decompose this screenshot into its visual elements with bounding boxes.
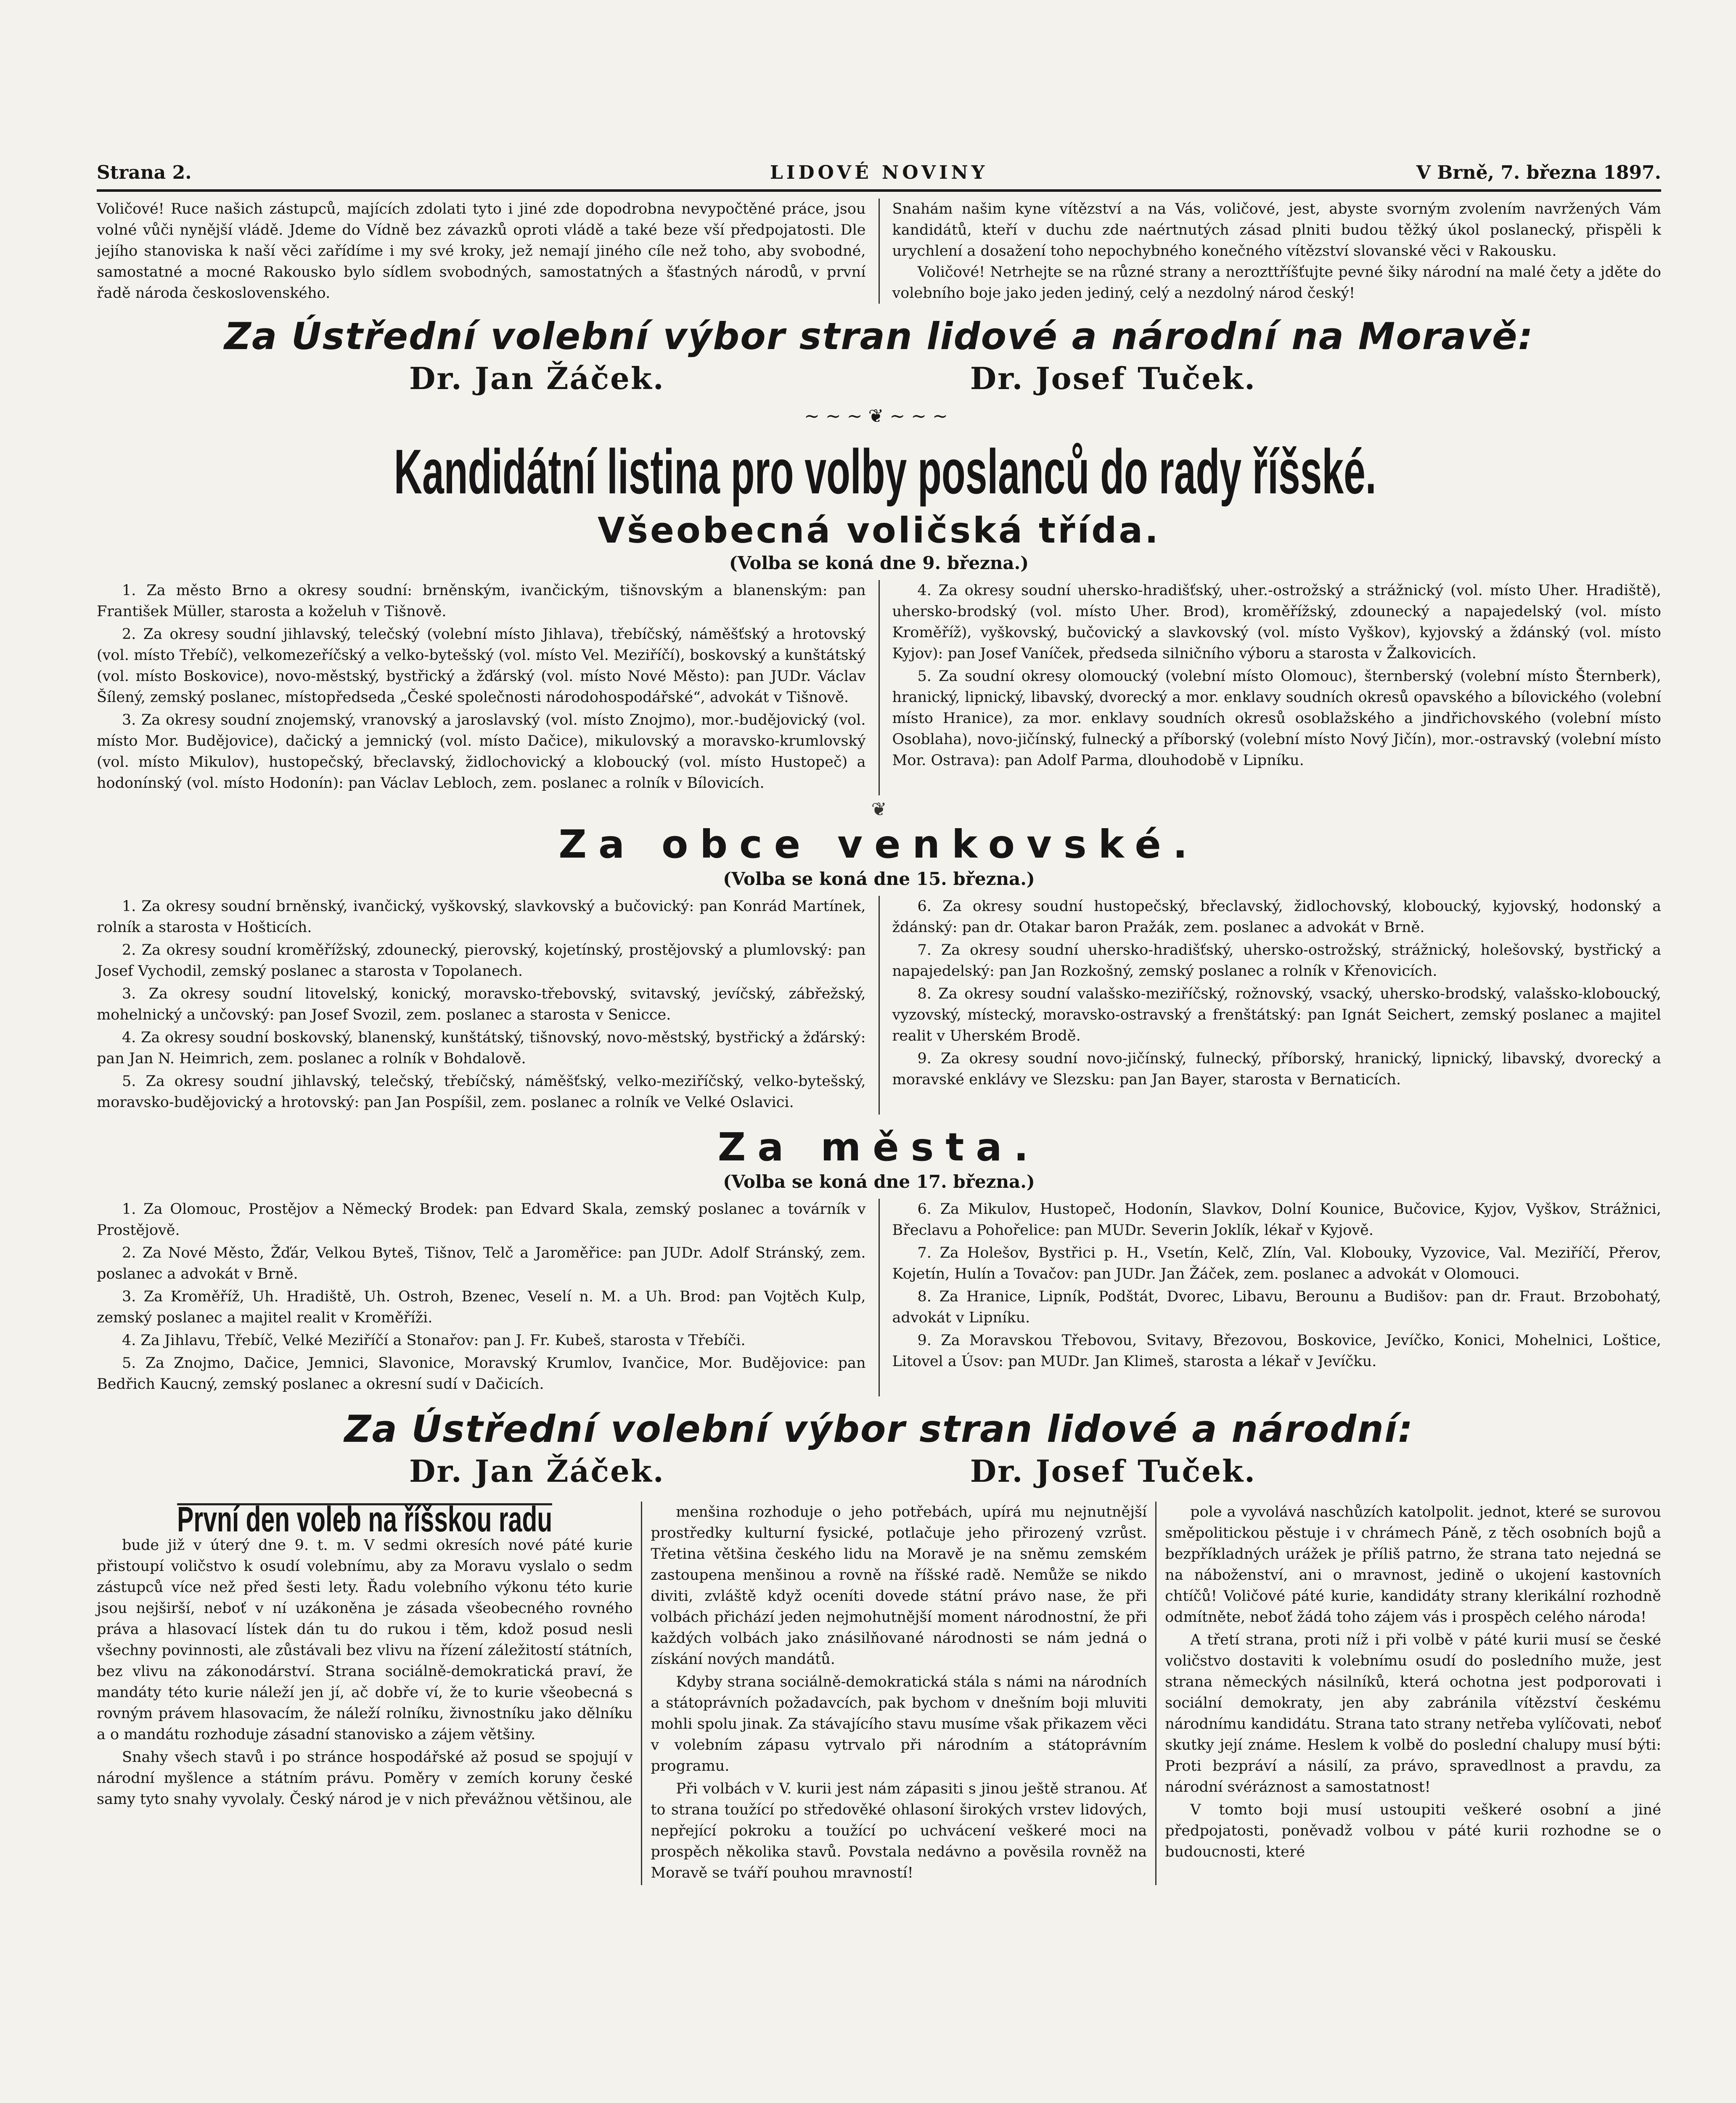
issue-date: V Brně, 7. března 1897. — [1416, 162, 1661, 183]
candidate-entry: 4. Za Jihlavu, Třebíč, Velké Meziříčí a Stonařov: pan J. Fr. Kubeš, starosta v Třebíči. — [122, 1332, 746, 1349]
committee-signature-1 — [97, 315, 1661, 396]
article-paragraph: Kdyby strana sociálně-demokratická stála s námi na národních a státoprávních požadavcích, pak bychom v dnešním boji mluviti mohli spolu jinak. Za stávajícího stavu musíme však přikazem věci v volebním zápasu vytrvalo při národním a státoprávním programu. — [651, 1674, 1147, 1775]
page-number: Strana 2. — [97, 162, 192, 183]
article-paragraph: pole a vyvolává naschůzích katolpolit. jednot, které se surovou směpolitickou pěstuje i v chrámech Páně, z těch osobních bojů a bezpříkladných urážek je příliš patrno, že strana tato nejedná se na náboženství, ani o mravnost, jedině o ukojení kastovních chtíčů! Voličové páté kurie, kandidáty strany klerikální rozhodně odmítněte, neboť žádá toho zájem vás i prospěch celého národa! — [1165, 1504, 1662, 1626]
candidate-entry: 6. Za Mikulov, Hustopeč, Hodonín, Slavkov, Dolní Kounice, Bučovice, Kyjov, Vyškov, Strážnici, Břeclavu a Pohořelice: pan MUDr. Severin Joklík, lékař v Kyjově. — [892, 1201, 1661, 1239]
rural-left-column — [97, 896, 880, 1115]
signatory-name: Dr. Jan Žáček. — [409, 1453, 665, 1489]
towns-section — [97, 1199, 1661, 1396]
signatory-name: Dr. Josef Tuček. — [970, 360, 1257, 396]
candidate-entry: 1. Za okresy soudní brněnský, ivančický, vyškovský, slavkovský a bučovický: pan Konrád Martínek, rolník a starosta v Hošticích. — [97, 898, 866, 936]
signatories — [97, 360, 1661, 396]
candidate-entry: 3. Za okresy soudní litovelský, konický, moravsko-třebovský, svitavský, jevíčský, zábřežský, mohelnický a unčovský: pan Josef Svozil, zem. poslanec a starosta v Senicce. — [97, 985, 866, 1023]
signatory-name: Dr. Jan Žáček. — [409, 360, 665, 396]
article-paragraph: A třetí strana, proti níž i při volbě v páté kurii musí se české voličstvo dostaviti k volebnímu osudí do posledního muže, jest strana německých násilníků, která ochotna jest podporovati i sociální demokraty, jen aby zabránila vítězství českému národnímu kandidátu. Strana tato strany netřeba vylíčovati, neboť skutky její známe. Heslem k volbě do poslední chalupy musí býti: Proti bezpráví a násilí, za právo, spravedlnost a pravdu, za národní svéráznost a samostatnost! — [1165, 1632, 1662, 1796]
committee-title: Za Ústřední volební výbor stran lidové a národní na Moravě: — [224, 315, 1534, 358]
candidate-entry: 1. Za Olomouc, Prostějov a Německý Brodek: pan Edvard Skala, zemský poslanec a továrník v Prostějově. — [97, 1201, 866, 1239]
article-headline: První den voleb na říšskou radu — [177, 1499, 553, 1539]
article-column-3 — [1155, 1502, 1661, 1885]
towns-left-column — [97, 1199, 880, 1396]
candidate-entry: 1. Za město Brno a okresy soudní: brněnským, ivančickým, tišnovským a blanenským: pan František Müller, starosta a koželuh v Tišnově. — [97, 582, 866, 620]
general-section — [97, 580, 1661, 795]
section-title-general: Všeobecná voličská třída. — [597, 510, 1161, 551]
newspaper-title: LIDOVÉ NOVINY — [770, 162, 988, 183]
article-section — [97, 1499, 1662, 1885]
candidate-entry: 9. Za okresy soudní novo-jičínský, fulnecký, příborský, hranický, lipnický, libavský, dvorecký a moravské enklávy ve Slezsku: pan Jan Bayer, starosta v Bernaticích. — [892, 1050, 1661, 1088]
candidate-entry: 4. Za okresy soudní boskovský, blanenský, kunštátský, tišnovský, novo-městský, bystřický a žďárský: pan Jan N. Heimrich, zem. poslanec a rolník v Bohdalově. — [97, 1029, 866, 1067]
candidate-entry: 8. Za Hranice, Lipník, Podštát, Dvorec, Libavu, Berounu a Budišov: pan dr. Fraut. Brzobohatý, advokát v Lipníku. — [892, 1288, 1661, 1326]
page-header — [97, 160, 1661, 192]
candidate-entry: 2. Za okresy soudní kroměřížský, zdounecký, pierovský, kojetínský, prostějovský a plumlovský: pan Josef Vychodil, zemský poslanec a starosta v Topolanech. — [97, 942, 866, 980]
candidate-entry: 7. Za okresy soudní uhersko-hradišťský, uhersko-ostrožský, strážnický, holešovský, bystřický a napajedelský: pan Jan Rozkošný, zemský poslanec a rolník v Křenovicích. — [892, 942, 1661, 980]
committee-signature-2 — [97, 1407, 1661, 1489]
candidate-entry: 4. Za okresy soudní uhersko-hradišťský, uher.-ostrožský a strážnický (vol. místo Uher. Hradiště), uhersko-brodský (vol. místo Uher. Brod), kroměřížský, zdounecký a napajedelský (vol. místo Kroměříž), vyškovský, bučovický a slavkovský (vol. místo Vyškov), kyjovský a ždánský (vol. místo Kyjov): pan Josef Vaníček, předseda silničního výboru a starosta v Žalkovicích. — [892, 582, 1661, 662]
article-paragraph: bude již v úterý dne 9. t. m. V sedmi okresích nové páté kurie přistoupí voličstvo k osudí volebnímu, aby za Moravu vyslalo o sedm zástupců více než před šesti lety. Řadu volebního výkonu této kurie jsou nejširší, neboť v ní uzákoněna je zásada všeobecného rovného práva a hlasovací lístek dán tu do rukou i těm, kdož posud nesli všechny povinnosti, ale zůstávali bez vlivu na řízení záležitostí státních, bez vlivu na zákonodárství. Strana sociálně-demokratická praví, že mandáty této kurie náleží jen jí, ač dobře ví, že to kurie všeobecná s rovným právem hlasovacím, že náleží rolníku, živnostníku jako dělníku a o mandátu rozhoduje zásadní stanovisko a zájem většiny. — [97, 1537, 633, 1743]
candidate-entry: 2. Za Nové Město, Žďár, Velkou Byteš, Tišnov, Telč a Jaroměřice: pan JUDr. Adolf Stránský, zem. poslanec a advokát v Brně. — [97, 1245, 866, 1282]
committee-title: Za Ústřední volební výbor stran lidové a národní: — [344, 1407, 1414, 1451]
intro-paragraph: Voličové! Netrhejte se na různé strany a nerozttříšťujte pevné šiky národní na malé čety a jděte do volebního boje jako jeden jediný, celý a nezdolný národ český! — [892, 264, 1661, 302]
general-left-column — [97, 580, 880, 795]
signatories — [97, 1453, 1661, 1489]
towns-right-column — [880, 1199, 1662, 1396]
main-headline: Kandidátní listina pro volby poslanců do rady říšské. — [394, 436, 1376, 507]
article-paragraph: V tomto boji musí ustoupiti veškeré osobní a jiné předpojatosti, poněvadž volbou v páté kurii rozhodne se o budoucnosti, které — [1165, 1801, 1662, 1860]
candidate-entry: 5. Za okresy soudní jihlavský, telečský, třebíčský, náměšťský, velko-meziříčský, velko-bytešský, moravsko-budějovický a hrotovský: pan Jan Pospíšil, zem. poslanec a rolník ve Velké Oslavici. — [97, 1073, 866, 1111]
intro-left-column — [97, 199, 880, 304]
intro-paragraph: Voličové! Ruce našich zástupců, majících zdolati tyto i jiné zde dopodrobna nevypočtěné práce, jsou volné vůči nynější vládě. Jdeme do Vídně bez závazků oproti vládě a také beze vší předpojatosti. Dle jejího stanoviska k naší věci zařídíme i my své kroky, jež nemají jiného cíle než toho, aby svobodné, samostatné a mocné Rakousko bylo sídlem svobodných, samostatných a šťastných národů, v první řadě národa československého. — [97, 201, 866, 302]
newspaper-page — [97, 160, 1661, 1885]
intro-right-column — [880, 199, 1662, 304]
section-title-towns: Za města. — [717, 1125, 1040, 1170]
candidate-entry: 5. Za soudní okresy olomoucký (volební místo Olomouc), šternberský (volební místo Šternberk), hranický, lipnický, libavský, dvorecký a mor. enklavy soudních okresů opavského a bílovického (volební místo Hranice), za mor. enklavy soudních okresů osoblažského a jindřichovského (volební místo Osoblaha), novo-jičínský, fulnecký a příborský (volební místo Nový Jičín), mor.-ostravský (volební místo Mor. Ostrava): pan Adolf Parma, dlouhodobě v Lipníku. — [892, 668, 1661, 769]
intro-paragraph: Snahám našim kyne vítězství a na Vás, voličové, jest, abyste svorným zvolením navržených Vám kandidátů, kteří v duchu zde naértnutých zásad plniti budou těžký úkol poslanecký, přispěli k urychlení a dosažení toho nepochybného konečného vítězství slovanské věci v Rakousku. — [892, 201, 1661, 260]
candidate-entry: 5. Za Znojmo, Dačice, Jemnici, Slavonice, Moravský Krumlov, Ivančice, Mor. Budějovice: pan Bedřich Kaucný, zemský poslanec a okresní sudí v Dačicích. — [97, 1355, 866, 1393]
intro-section — [97, 199, 1661, 304]
general-right-column — [880, 580, 1662, 795]
section-note-towns: (Volba se koná dne 17. března.) — [723, 1171, 1035, 1192]
candidate-entry: 3. Za okresy soudní znojemský, vranovský a jaroslavský (vol. místo Znojmo), mor.-budějovický (vol. místo Mor. Budějovice), dačický a jemnický (vol. místo Dačice), mikulovský a moravsko-krumlovský (vol. místo Mikulov), hustopečský, břeclavský, židlochovický a kloboucký (vol. místo Hustopeč) a hodonínský (vol. místo Hodonín): pan Václav Lebloch, zem. poslanec a rolník v Bílovicích. — [97, 712, 866, 792]
signatory-name: Dr. Josef Tuček. — [970, 1453, 1257, 1489]
candidate-entry: 6. Za okresy soudní hustopečský, břeclavský, židlochovský, kloboucký, kyjovský, hodonský a ždánský: pan dr. Otakar baron Pražák, zem. poslanec a advokát v Brně. — [892, 898, 1661, 936]
article-paragraph: Snahy všech stavů i po stránce hospodářské až posud se spojují v národní myšlence a státním právu. Poměry v zemích koruny české samy tyto snahy vyvolaly. Český národ je v nich převážnou většinou, ale — [97, 1749, 633, 1808]
section-note-general: (Volba se koná dne 9. března.) — [729, 553, 1029, 573]
candidate-entry: 9. Za Moravskou Třebovou, Svitavy, Březovou, Boskovice, Jevíčko, Konici, Mohelnici, Loštice, Litovel a Úsov: pan MUDr. Jan Klimeš, starosta a lékař v Jevíčku. — [892, 1332, 1661, 1370]
article-paragraph: menšina rozhoduje o jeho potřebách, upírá mu nejnutnější prostředky kulturní fysické, potlačuje jeho přirozený vzrůst. Třetina většina českého lidu na Moravě je na sněmu zemském zastoupena menšinou a rovně na říšské radě. Nemůže se nikdo diviti, zvláště když oceníti dovede státní právo nase, že při volbách přichází jeden nejmohutnější moment národnostní, že při každých volbách jako znásilňované národnosti se nám jedná o získání nových mandátů. — [651, 1504, 1147, 1668]
rural-right-column — [880, 896, 1662, 1115]
section-note-rural: (Volba se koná dne 15. března.) — [723, 869, 1035, 889]
section-title-rural: Za obce venkovské. — [558, 822, 1199, 867]
candidate-entry: 3. Za Kroměříž, Uh. Hradiště, Uh. Ostroh, Bzenec, Veselí n. M. a Uh. Brod: pan Vojtěch Kulp, zemský poslanec a majitel realit v Kroměříži. — [97, 1288, 866, 1326]
article-column-2 — [641, 1502, 1155, 1885]
candidate-entry: 2. Za okresy soudní jihlavský, telečský (volební místo Jihlava), třebíčský, náměšťský a hrotovský (vol. místo Třebíč), velkomezeříčský a velko-bytešský (vol. místo Vel. Meziříčí), boskovský a kunštátský (vol. místo Boskovice), novo-městský, bystřický a žďárský (vol. místo Nové Město): pan JUDr. Václav Šílený, zemský poslanec, místopředseda „České společnosti národohospodářské“, advokát v Tišnově. — [97, 626, 866, 706]
ornament-divider: ~~~❦~~~ — [804, 405, 954, 427]
article-paragraph: Při volbách v V. kurii jest nám zápasiti s jinou ještě stranou. Ať to strana toužící po středověké ohlasoní širokých vrstev lidových, nepřející pokroku a toužící po uchvácení veškeré moci na prospěch několika stavů. Povstala nedávno a pověsila rovněž na Moravě se tváří pouhou mravností! — [651, 1780, 1147, 1881]
candidate-entry: 7. Za Holešov, Bystřici p. H., Vsetín, Kelč, Zlín, Val. Klobouky, Vyzovice, Val. Meziříčí, Přerov, Kojetín, Hulín a Tovačov: pan JUDr. Jan Žáček, zem. poslanec a advokát v Olomouci. — [892, 1245, 1661, 1282]
article-column-1 — [97, 1499, 641, 1885]
candidate-entry: 8. Za okresy soudní valašsko-meziříčský, rožnovský, vsacký, uhersko-brodský, valašsko-kloboucký, vyzovský, místecký, moravsko-ostravský a frenštátský: pan Ignát Seichert, zemský poslanec a majitel realit v Uherském Brodě. — [892, 985, 1661, 1044]
rural-section — [97, 896, 1661, 1115]
leaf-ornament: ❦ — [871, 799, 887, 820]
